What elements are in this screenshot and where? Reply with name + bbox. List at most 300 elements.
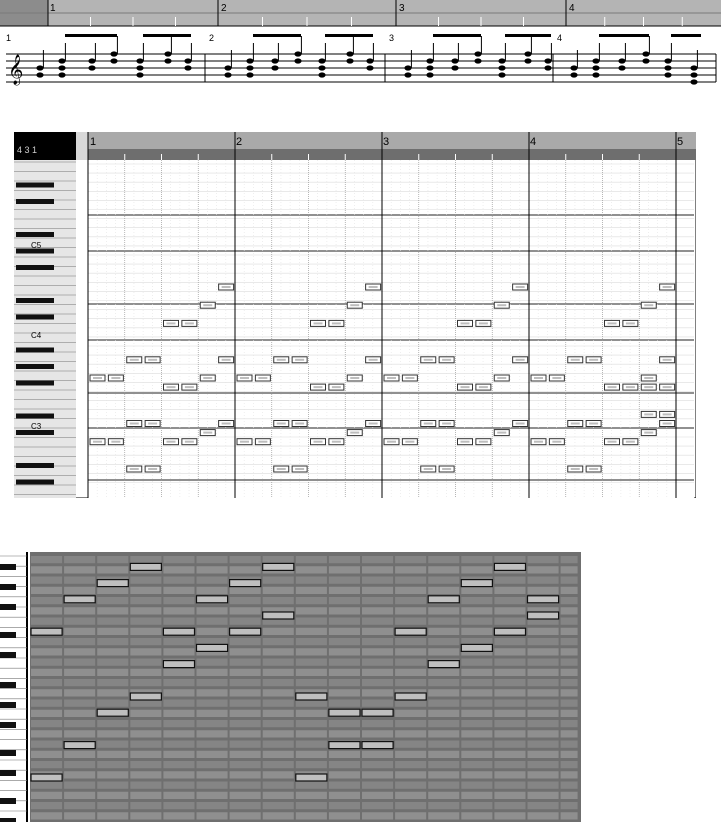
note[interactable] — [145, 357, 160, 363]
note[interactable] — [200, 375, 215, 381]
grid-cell[interactable] — [428, 669, 459, 676]
grid-cell[interactable] — [97, 628, 128, 635]
grid-cell[interactable] — [561, 730, 578, 737]
step-note[interactable] — [31, 774, 62, 781]
grid-cell[interactable] — [395, 577, 426, 584]
grid-cell[interactable] — [97, 812, 128, 819]
grid-cell[interactable] — [197, 782, 228, 789]
note[interactable] — [439, 357, 454, 363]
grid-cell[interactable] — [64, 638, 95, 645]
grid-cell[interactable] — [362, 679, 393, 686]
grid-cell[interactable] — [296, 761, 327, 768]
step-note[interactable] — [395, 628, 426, 635]
grid-cell[interactable] — [395, 792, 426, 799]
black-key[interactable] — [16, 480, 54, 485]
note[interactable] — [586, 421, 601, 427]
grid-cell[interactable] — [263, 587, 294, 594]
note[interactable] — [255, 439, 270, 445]
grid-cell[interactable] — [31, 792, 62, 799]
grid-cell[interactable] — [395, 771, 426, 778]
grid-cell[interactable] — [64, 751, 95, 758]
grid-cell[interactable] — [197, 812, 228, 819]
grid-cell[interactable] — [130, 782, 161, 789]
piano-keyboard[interactable] — [0, 552, 27, 822]
grid-cell[interactable] — [263, 802, 294, 809]
grid-cell[interactable] — [296, 812, 327, 819]
grid-cell[interactable] — [230, 587, 261, 594]
grid-cell[interactable] — [494, 700, 525, 707]
grid-cell[interactable] — [197, 771, 228, 778]
grid-cell[interactable] — [461, 782, 492, 789]
note[interactable] — [586, 357, 601, 363]
grid-cell[interactable] — [64, 771, 95, 778]
grid-cell[interactable] — [97, 669, 128, 676]
grid-cell[interactable] — [163, 720, 194, 727]
grid-cell[interactable] — [494, 638, 525, 645]
grid-cell[interactable] — [528, 792, 559, 799]
grid-cell[interactable] — [395, 761, 426, 768]
grid-cell[interactable] — [329, 659, 360, 666]
grid-cell[interactable] — [197, 741, 228, 748]
grid-cell[interactable] — [296, 566, 327, 573]
grid-cell[interactable] — [130, 628, 161, 635]
grid-cell[interactable] — [528, 720, 559, 727]
step-note[interactable] — [263, 563, 294, 570]
grid-cell[interactable] — [329, 628, 360, 635]
grid-cell[interactable] — [329, 720, 360, 727]
grid-cell[interactable] — [296, 556, 327, 563]
grid-cell[interactable] — [362, 802, 393, 809]
grid-cell[interactable] — [230, 597, 261, 604]
grid-cell[interactable] — [528, 689, 559, 696]
grid-cell[interactable] — [561, 792, 578, 799]
grid-cell[interactable] — [31, 700, 62, 707]
grid-cell[interactable] — [494, 577, 525, 584]
note[interactable] — [623, 439, 638, 445]
grid-cell[interactable] — [561, 638, 578, 645]
grid-cell[interactable] — [362, 659, 393, 666]
grid-cell[interactable] — [395, 812, 426, 819]
note[interactable] — [513, 284, 528, 290]
grid-cell[interactable] — [31, 689, 62, 696]
black-key[interactable] — [16, 183, 54, 188]
note[interactable] — [421, 466, 436, 472]
step-note[interactable] — [263, 612, 294, 619]
note[interactable] — [568, 466, 583, 472]
grid-cell[interactable] — [163, 761, 194, 768]
grid-cell[interactable] — [163, 751, 194, 758]
note[interactable] — [329, 320, 344, 326]
grid-cell[interactable] — [395, 741, 426, 748]
note[interactable] — [274, 466, 289, 472]
note[interactable] — [384, 375, 399, 381]
grid-cell[interactable] — [130, 751, 161, 758]
grid-cell[interactable] — [263, 597, 294, 604]
note[interactable] — [384, 439, 399, 445]
step-note[interactable] — [494, 628, 525, 635]
black-key[interactable] — [0, 818, 16, 822]
grid-cell[interactable] — [163, 556, 194, 563]
grid-cell[interactable] — [197, 577, 228, 584]
grid-cell[interactable] — [64, 700, 95, 707]
note[interactable] — [660, 284, 675, 290]
grid-cell[interactable] — [163, 638, 194, 645]
grid-cell[interactable] — [296, 628, 327, 635]
grid-cell[interactable] — [64, 587, 95, 594]
grid-cell[interactable] — [561, 782, 578, 789]
grid-cell[interactable] — [296, 730, 327, 737]
grid-cell[interactable] — [428, 618, 459, 625]
note[interactable] — [164, 439, 179, 445]
note[interactable] — [311, 384, 326, 390]
grid-cell[interactable] — [97, 751, 128, 758]
note[interactable] — [605, 320, 620, 326]
grid-cell[interactable] — [362, 669, 393, 676]
note[interactable] — [127, 421, 142, 427]
note[interactable] — [494, 375, 509, 381]
black-key[interactable] — [0, 770, 16, 776]
grid-cell[interactable] — [197, 700, 228, 707]
grid-cell[interactable] — [362, 628, 393, 635]
grid-cell[interactable] — [561, 761, 578, 768]
grid-cell[interactable] — [296, 782, 327, 789]
note[interactable] — [660, 411, 675, 417]
note[interactable] — [476, 320, 491, 326]
grid-cell[interactable] — [163, 730, 194, 737]
black-key[interactable] — [0, 682, 16, 688]
grid-cell[interactable] — [263, 648, 294, 655]
grid-cell[interactable] — [428, 648, 459, 655]
grid-cell[interactable] — [64, 607, 95, 614]
grid-cell[interactable] — [494, 710, 525, 717]
grid-cell[interactable] — [31, 556, 62, 563]
black-key[interactable] — [16, 298, 54, 303]
grid-cell[interactable] — [130, 771, 161, 778]
note[interactable] — [641, 430, 656, 436]
grid-cell[interactable] — [329, 812, 360, 819]
note[interactable] — [366, 357, 381, 363]
grid-cell[interactable] — [97, 720, 128, 727]
grid-cell[interactable] — [461, 618, 492, 625]
note[interactable] — [219, 357, 234, 363]
note[interactable] — [237, 439, 252, 445]
grid-cell[interactable] — [230, 792, 261, 799]
grid-cell[interactable] — [130, 577, 161, 584]
grid-cell[interactable] — [163, 771, 194, 778]
note[interactable] — [108, 439, 123, 445]
black-key[interactable] — [16, 381, 54, 386]
grid-cell[interactable] — [461, 669, 492, 676]
grid-cell[interactable] — [362, 587, 393, 594]
grid-cell[interactable] — [461, 556, 492, 563]
grid-cell[interactable] — [263, 710, 294, 717]
grid-cell[interactable] — [428, 638, 459, 645]
grid-cell[interactable] — [230, 782, 261, 789]
grid-cell[interactable] — [395, 710, 426, 717]
grid-cell[interactable] — [230, 771, 261, 778]
note[interactable] — [347, 375, 362, 381]
grid-cell[interactable] — [296, 679, 327, 686]
note[interactable] — [90, 375, 105, 381]
grid-cell[interactable] — [197, 761, 228, 768]
grid-cell[interactable] — [64, 730, 95, 737]
grid-cell[interactable] — [230, 556, 261, 563]
grid-cell[interactable] — [428, 761, 459, 768]
grid-cell[interactable] — [263, 638, 294, 645]
step-note[interactable] — [97, 709, 128, 716]
grid-cell[interactable] — [130, 618, 161, 625]
grid-cell[interactable] — [461, 792, 492, 799]
grid-cell[interactable] — [197, 720, 228, 727]
grid-cell[interactable] — [163, 566, 194, 573]
note[interactable] — [513, 421, 528, 427]
grid-cell[interactable] — [97, 792, 128, 799]
grid-cell[interactable] — [362, 792, 393, 799]
grid-cell[interactable] — [395, 618, 426, 625]
grid-cell[interactable] — [197, 566, 228, 573]
step-note[interactable] — [163, 628, 194, 635]
step-note[interactable] — [528, 596, 559, 603]
grid-cell[interactable] — [428, 792, 459, 799]
note[interactable] — [605, 439, 620, 445]
grid-cell[interactable] — [461, 700, 492, 707]
note[interactable] — [402, 439, 417, 445]
grid-cell[interactable] — [296, 659, 327, 666]
grid-cell[interactable] — [329, 802, 360, 809]
grid-cell[interactable] — [362, 689, 393, 696]
step-note[interactable] — [130, 563, 161, 570]
grid-cell[interactable] — [494, 669, 525, 676]
grid-cell[interactable] — [64, 648, 95, 655]
grid-cell[interactable] — [395, 730, 426, 737]
note[interactable] — [108, 375, 123, 381]
note[interactable] — [458, 384, 473, 390]
grid-cell[interactable] — [461, 771, 492, 778]
grid-cell[interactable] — [561, 679, 578, 686]
note[interactable] — [641, 302, 656, 308]
grid-cell[interactable] — [494, 679, 525, 686]
black-key[interactable] — [16, 232, 54, 237]
grid-cell[interactable] — [561, 751, 578, 758]
black-key[interactable] — [0, 798, 16, 804]
grid-cell[interactable] — [362, 771, 393, 778]
grid-cell[interactable] — [97, 597, 128, 604]
grid-cell[interactable] — [494, 771, 525, 778]
grid-cell[interactable] — [428, 679, 459, 686]
grid-cell[interactable] — [428, 802, 459, 809]
grid-cell[interactable] — [329, 730, 360, 737]
grid-cell[interactable] — [428, 812, 459, 819]
grid-cell[interactable] — [395, 638, 426, 645]
grid-cell[interactable] — [163, 792, 194, 799]
grid-cell[interactable] — [263, 669, 294, 676]
grid-cell[interactable] — [31, 751, 62, 758]
grid-cell[interactable] — [428, 689, 459, 696]
grid-cell[interactable] — [230, 638, 261, 645]
grid-cell[interactable] — [230, 710, 261, 717]
grid-cell[interactable] — [428, 607, 459, 614]
grid-cell[interactable] — [130, 710, 161, 717]
note[interactable] — [255, 375, 270, 381]
note[interactable] — [274, 357, 289, 363]
grid-cell[interactable] — [31, 607, 62, 614]
grid-cell[interactable] — [395, 751, 426, 758]
grid-cell[interactable] — [64, 761, 95, 768]
grid-cell[interactable] — [329, 587, 360, 594]
grid-cell[interactable] — [329, 607, 360, 614]
grid-cell[interactable] — [163, 741, 194, 748]
black-key[interactable] — [0, 702, 16, 708]
grid-cell[interactable] — [528, 812, 559, 819]
grid-cell[interactable] — [561, 566, 578, 573]
grid-cell[interactable] — [197, 730, 228, 737]
grid-cell[interactable] — [494, 741, 525, 748]
grid-cell[interactable] — [428, 566, 459, 573]
grid-cell[interactable] — [362, 618, 393, 625]
step-note[interactable] — [296, 774, 327, 781]
grid-cell[interactable] — [561, 689, 578, 696]
grid-cell[interactable] — [428, 700, 459, 707]
grid-cell[interactable] — [561, 771, 578, 778]
grid-cell[interactable] — [528, 751, 559, 758]
grid-cell[interactable] — [461, 628, 492, 635]
grid-cell[interactable] — [163, 700, 194, 707]
black-key[interactable] — [16, 414, 54, 419]
note[interactable] — [660, 357, 675, 363]
grid-cell[interactable] — [31, 638, 62, 645]
note[interactable] — [274, 421, 289, 427]
grid-cell[interactable] — [296, 587, 327, 594]
grid-cell[interactable] — [494, 689, 525, 696]
grid-cell[interactable] — [64, 566, 95, 573]
grid-cell[interactable] — [31, 730, 62, 737]
grid-cell[interactable] — [64, 689, 95, 696]
grid-cell[interactable] — [494, 587, 525, 594]
grid-cell[interactable] — [263, 689, 294, 696]
note[interactable] — [660, 421, 675, 427]
grid-cell[interactable] — [97, 587, 128, 594]
grid-cell[interactable] — [461, 597, 492, 604]
note[interactable] — [164, 320, 179, 326]
grid-cell[interactable] — [64, 792, 95, 799]
step-note[interactable] — [461, 580, 492, 587]
step-note[interactable] — [130, 693, 161, 700]
note[interactable] — [660, 384, 675, 390]
black-key[interactable] — [0, 564, 16, 570]
grid-cell[interactable] — [362, 638, 393, 645]
grid-cell[interactable] — [428, 556, 459, 563]
grid-cell[interactable] — [31, 782, 62, 789]
grid-cell[interactable] — [263, 751, 294, 758]
grid-cell[interactable] — [31, 741, 62, 748]
grid-cell[interactable] — [561, 597, 578, 604]
grid-cell[interactable] — [461, 659, 492, 666]
grid-cell[interactable] — [494, 792, 525, 799]
note[interactable] — [439, 421, 454, 427]
note[interactable] — [568, 421, 583, 427]
note[interactable] — [513, 357, 528, 363]
grid-cell[interactable] — [296, 720, 327, 727]
grid-cell[interactable] — [263, 720, 294, 727]
grid-cell[interactable] — [130, 597, 161, 604]
grid-cell[interactable] — [428, 730, 459, 737]
grid-cell[interactable] — [329, 566, 360, 573]
grid-cell[interactable] — [362, 812, 393, 819]
grid-cell[interactable] — [31, 710, 62, 717]
grid-cell[interactable] — [31, 577, 62, 584]
grid-cell[interactable] — [97, 638, 128, 645]
note[interactable] — [623, 320, 638, 326]
grid-cell[interactable] — [329, 679, 360, 686]
grid-cell[interactable] — [163, 782, 194, 789]
grid-cell[interactable] — [362, 577, 393, 584]
grid-cell[interactable] — [296, 741, 327, 748]
grid-cell[interactable] — [197, 679, 228, 686]
grid-cell[interactable] — [64, 618, 95, 625]
note[interactable] — [182, 320, 197, 326]
grid-cell[interactable] — [230, 566, 261, 573]
grid-cell[interactable] — [31, 659, 62, 666]
grid-cell[interactable] — [329, 689, 360, 696]
grid-cell[interactable] — [395, 679, 426, 686]
grid-cell[interactable] — [561, 577, 578, 584]
grid-cell[interactable] — [130, 659, 161, 666]
note[interactable] — [586, 466, 601, 472]
grid-cell[interactable] — [97, 802, 128, 809]
grid-cell[interactable] — [329, 597, 360, 604]
grid-cell[interactable] — [494, 751, 525, 758]
grid-cell[interactable] — [230, 689, 261, 696]
grid-cell[interactable] — [163, 607, 194, 614]
grid-cell[interactable] — [197, 618, 228, 625]
note[interactable] — [421, 421, 436, 427]
step-note[interactable] — [528, 612, 559, 619]
grid-cell[interactable] — [296, 710, 327, 717]
grid-cell[interactable] — [461, 812, 492, 819]
black-key[interactable] — [0, 722, 16, 728]
note[interactable] — [605, 384, 620, 390]
grid-cell[interactable] — [263, 761, 294, 768]
grid-cell[interactable] — [494, 730, 525, 737]
grid-cell[interactable] — [31, 802, 62, 809]
note[interactable] — [623, 384, 638, 390]
grid-cell[interactable] — [528, 659, 559, 666]
note[interactable] — [494, 430, 509, 436]
black-key[interactable] — [16, 364, 54, 369]
note[interactable] — [549, 375, 564, 381]
grid-cell[interactable] — [130, 638, 161, 645]
note[interactable] — [494, 302, 509, 308]
grid-cell[interactable] — [528, 587, 559, 594]
grid-cell[interactable] — [197, 669, 228, 676]
grid-cell[interactable] — [362, 566, 393, 573]
note[interactable] — [366, 284, 381, 290]
black-key[interactable] — [16, 315, 54, 320]
grid-cell[interactable] — [163, 648, 194, 655]
note[interactable] — [329, 439, 344, 445]
step-note[interactable] — [428, 596, 459, 603]
grid-cell[interactable] — [494, 648, 525, 655]
note-grid[interactable] — [88, 160, 694, 498]
note[interactable] — [531, 439, 546, 445]
note[interactable] — [127, 466, 142, 472]
note[interactable] — [439, 466, 454, 472]
grid-cell[interactable] — [428, 587, 459, 594]
grid-cell[interactable] — [296, 802, 327, 809]
grid-cell[interactable] — [263, 628, 294, 635]
grid-cell[interactable] — [97, 741, 128, 748]
grid-cell[interactable] — [329, 700, 360, 707]
